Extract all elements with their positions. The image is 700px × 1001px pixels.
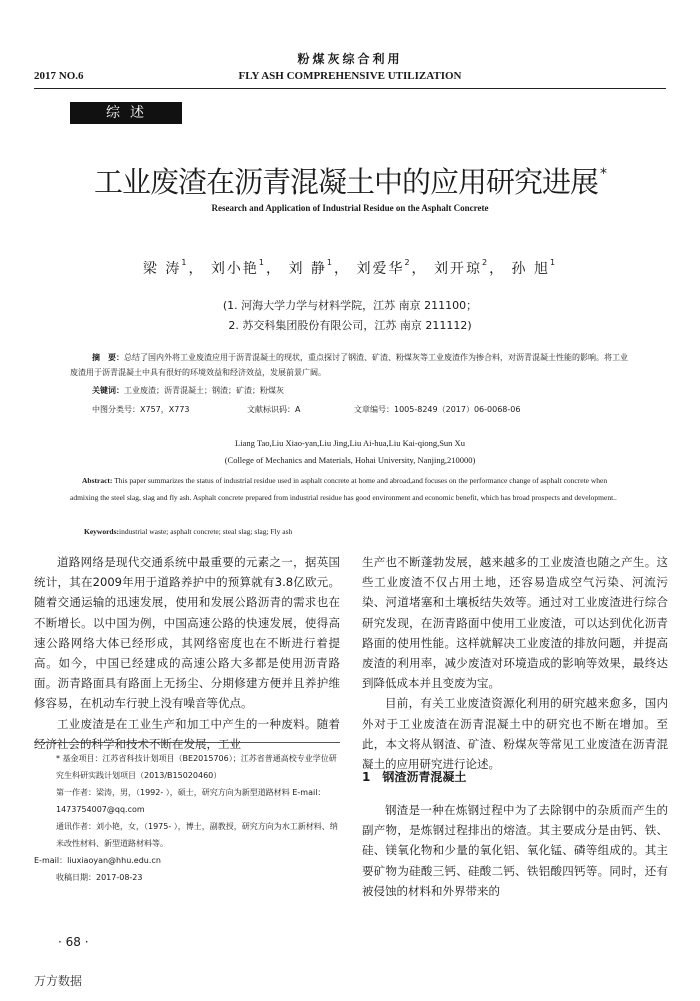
body-column-right-lower — [362, 800, 668, 901]
author: 梁 涛$^1$， — [142, 258, 205, 277]
title-text: 工业废渣在沥青混凝土中的应用研究进展 — [93, 165, 598, 199]
article-number: 文章编号：1005-8249（2017）06-0068-06 — [354, 405, 521, 414]
article-title-cn — [0, 160, 700, 201]
funding-mark: * — [600, 166, 606, 182]
affiliation-1: (1. 河海大学力学与材料学院，江苏 南京 211100； — [222, 299, 478, 312]
body-paragraph: 目前，有关工业废渣资源化利用的研究越来愈多，国内外对于工业废渣在沥青混凝土中的研究也不断在增加。至此，本文将从钢渣、矿渣、粉煤灰等常见工业废渣在沥青混凝土的应用研究进行论述。 — [362, 696, 668, 772]
author: 刘 静$^1$， — [288, 258, 350, 277]
journal-name-en: FLY ASH COMPREHENSIVE UTILIZATION — [238, 70, 462, 82]
body-paragraph: 钢渣是一种在炼钢过程中为了去除钢中的杂质而产生的副产物，是炼钢过程排出的熔渣。其主要成分是由钙、铁、硅、镁氧化物和少量的氧化铝、氧化锰、磷等组成的。其主要矿物为硅酸三钙、硅酸二钙、铁铝酸四钙等。同时，还有被侵蚀的材料和外界带来的 — [362, 803, 668, 898]
header-rule — [34, 88, 666, 89]
document-code: 文献标识码：A — [247, 405, 301, 414]
author: 孙 旭$^1$ — [511, 258, 558, 277]
footnote-received-date: 收稿日期：2017-08-23 — [56, 873, 143, 882]
keywords-cn — [92, 385, 284, 396]
abstract-label: 摘 要： — [92, 353, 124, 362]
body-paragraph: 工业废渣是在工业生产和加工中产生的一种废料。随着经济社会的科学和技术不断在发展，工业 — [34, 716, 340, 751]
keywords-text: 工业废渣；沥青混凝土；钢渣；矿渣；粉煤灰 — [124, 386, 284, 395]
abstract-text: 总结了国内外将工业废渣应用于沥青混凝土的现状，重点探讨了钢渣、矿渣、粉煤灰等工业废渣作为掺合料，对沥青混凝土性能的影响。将工业废渣用于沥青混凝土中具有很好的环境效益和经济效益，发展前景广阔。 — [70, 353, 628, 377]
body-paragraph: 生产也不断蓬勃发展，越来越多的工业废渣也随之产生。这些工业废渣不仅占用土地，还容易造成空气污染、河流污染、河道堵塞和土壤板结失效等。通过对工业废渣进行综合研究发现，在沥青路面中使用工业废渣，可以达到优化沥青路面的使用性能。这样就解决工业废渣的排放问题，并提高废渣的利用率，减少废渣对环境造成的影响等效果，最终达到降低成本并且变废为宝。 — [362, 555, 668, 691]
affiliation-en: (College of Mechanics and Materials, Hohai University, Nanjing,210000) — [224, 455, 476, 465]
issue-number: 2017 NO.6 — [34, 70, 84, 82]
footnote-first-author: 第一作者：梁涛，男，（1992- ），硕士，研究方向为新型道路材料 E-mail：1473754007@qq.com — [56, 788, 326, 814]
body-paragraph: 道路网络是现代交通系统中最重要的元素之一，据英国统计，其在2009年用于道路养护中的预算就有3.8亿欧元。随着交通运输的迅速发展，使用和发展公路沥青的需求也在不断增长。以中国为例，中国高速公路的快速发展，使得高速公路网络大体已经形成，其网络密度也在不断进行着提高。如今，中国已经建成的高速公路大多都是使用沥青路面。沥青路面具有路面上无扬尘、分期修建方便并且养护维修容易，在机动车行驶上没有噪音等优点。 — [34, 555, 340, 711]
keywords-en-label: Keywords: — [84, 527, 119, 536]
footnote-funding: * 基金项目：江苏省科技计划项目（BE2015706）；江苏省普通高校专业学位研究生科研实践计划项目（2013/B15020460） — [56, 754, 337, 780]
abstract-en-text: This paper summarizes the status of industrial residue used in asphalt concrete at home and abroad,and focuses on the performance change of asphalt concrete when admixing the steel slag, slag and fly ash. Asphalt concrete prepared from industrial residue has good environment and economic benefit, which has broad prospects and development.. — [70, 476, 617, 502]
classification-row — [92, 404, 612, 416]
keywords-en-text: industrial waste; asphalt concrete; steal slag; slag; Fly ash — [119, 527, 293, 536]
author: 刘小艳$^1$， — [210, 258, 282, 277]
body-column-left — [34, 552, 340, 754]
section-heading: 1 钢渣沥青混凝土 — [362, 770, 467, 784]
author-list-cn — [0, 258, 700, 278]
issue-row — [34, 70, 666, 86]
abstract-en — [70, 472, 630, 506]
footnote-corresponding-author: 通讯作者：刘小艳，女，（1975- ），博士，副教授，研究方向为水工新材料、纳米改性材料、新型道路材料等。 — [56, 822, 338, 848]
abstract-en-label: Abstract: — [82, 476, 113, 485]
page-number: · 68 · — [58, 935, 89, 949]
author: 刘爱华$^2$， — [356, 258, 428, 277]
author: 刘开琼$^2$， — [434, 258, 506, 277]
section-tag-label: 综述 — [106, 105, 154, 121]
section-tag — [70, 102, 182, 124]
footnote-email: E-mail：liuxiaoyan@hhu.edu.cn — [34, 856, 161, 865]
keywords-en — [84, 527, 292, 536]
footnote-rule — [34, 742, 340, 743]
clc-number: 中图分类号：X757，X773 — [92, 405, 190, 414]
author-list-en: Liang Tao,Liu Xiao-yan,Liu Jing,Liu Ai-hua,Liu Kai-qiong,Sun Xu — [235, 438, 465, 448]
abstract-cn — [70, 350, 630, 380]
journal-name-cn: 粉煤灰综合利用 — [297, 52, 403, 66]
body-column-right — [362, 552, 668, 774]
affiliation-2: 2. 苏交科集团股份有限公司，江苏 南京 211112) — [228, 319, 472, 332]
article-title-en: Research and Application of Industrial Residue on the Asphalt Concrete — [211, 203, 489, 213]
footnotes — [34, 750, 340, 886]
watermark: 万方数据 — [34, 974, 83, 988]
keywords-label: 关键词： — [92, 386, 124, 395]
